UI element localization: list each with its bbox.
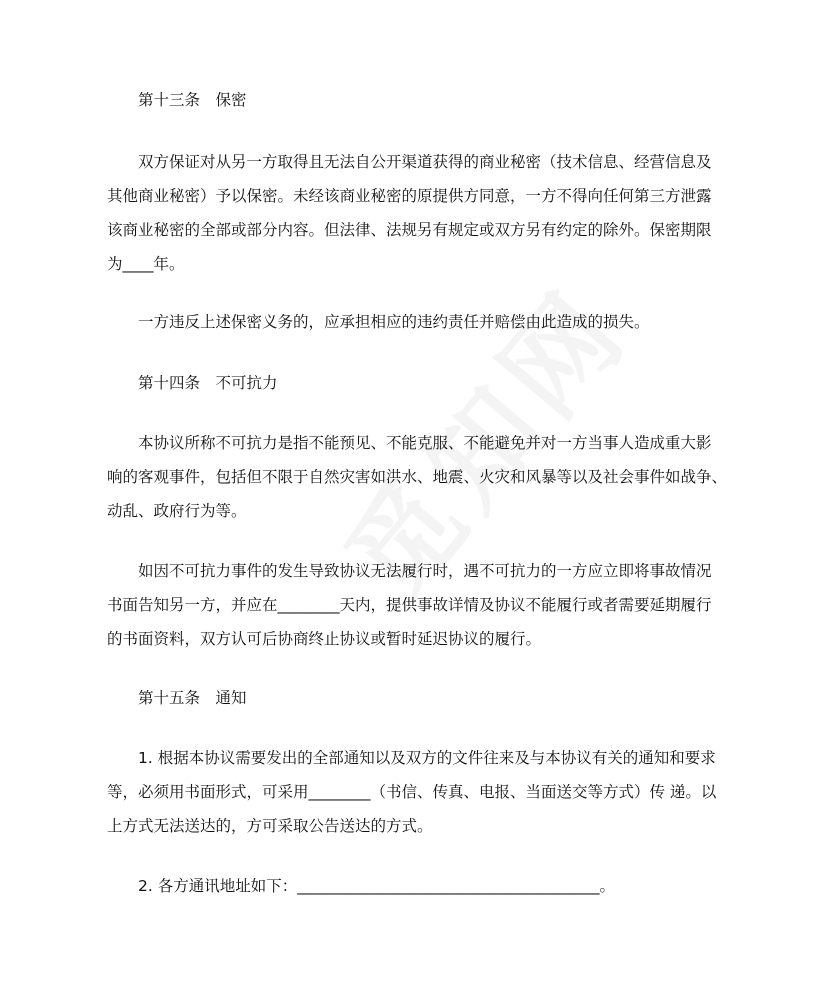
text-line: 其他商业秘密）予以保密。未经该商业秘密的原提供方同意，一方不得向任何第三方泄露 — [107, 187, 712, 205]
paragraph-confidentiality — [107, 145, 727, 281]
text-line: 的书面资料，双方认可后协商终止协议或暂时延迟协议的履行。 — [107, 630, 542, 648]
section-heading-confidentiality — [107, 83, 727, 117]
paragraph-force-majeure-definition — [107, 426, 727, 528]
text-line: 一方违反上述保密义务的，应承担相应的违约责任并赔偿由此造成的损失。 — [138, 313, 650, 331]
text-line: 如因不可抗力事件的发生导致协议无法履行时，遇不可抗力的一方应立即将事故情况 — [138, 562, 712, 580]
section-heading-notice — [107, 681, 727, 715]
text-line: 本协议所称不可抗力是指不能预见、不能克服、不能避免并对一方当事人造成重大影 — [138, 434, 712, 452]
text-line: 动乱、政府行为等。 — [107, 502, 247, 520]
text-line: 等，必须用书面形式，可采用________（书信、传真、电报、当面送交等方式）传 递。以 — [107, 783, 717, 801]
text-line: 响的客观事件，包括但不限于自然灾害如洪水、地震、火灾和风暴等以及社会事件如战争、 — [107, 468, 728, 486]
paragraph-notice-2 — [107, 869, 727, 903]
paragraph-breach — [107, 305, 727, 339]
heading-text: 第十五条 通知 — [138, 689, 247, 707]
text-line: 双方保证对从另一方取得且无法自公开渠道获得的商业秘密（技术信息、经营信息及 — [138, 153, 712, 171]
paragraph-force-majeure-notice — [107, 554, 727, 656]
text-line: 1. 根据本协议需要发出的全部通知以及双方的文件往来及与本协议有关的通知和要求 — [138, 749, 716, 767]
text-line: 该商业秘密的全部或部分内容。但法律、法规另有规定或双方另有约定的除外。保密期限 — [107, 221, 712, 239]
text-line: 书面告知另一方，并应在________天内，提供事故详情及协议不能履行或者需要延期履行 — [107, 596, 712, 614]
heading-text: 第十三条 保密 — [138, 91, 247, 109]
section-heading-force-majeure — [107, 366, 727, 400]
text-line: 2. 各方通讯地址如下：_______________________________________。 — [138, 877, 615, 895]
text-line: 为____年。 — [107, 255, 185, 273]
text-line: 上方式无法送达的，方可采取公告送达的方式。 — [107, 817, 433, 835]
paragraph-notice-1 — [107, 741, 727, 843]
heading-text: 第十四条 不可抗力 — [138, 374, 278, 392]
